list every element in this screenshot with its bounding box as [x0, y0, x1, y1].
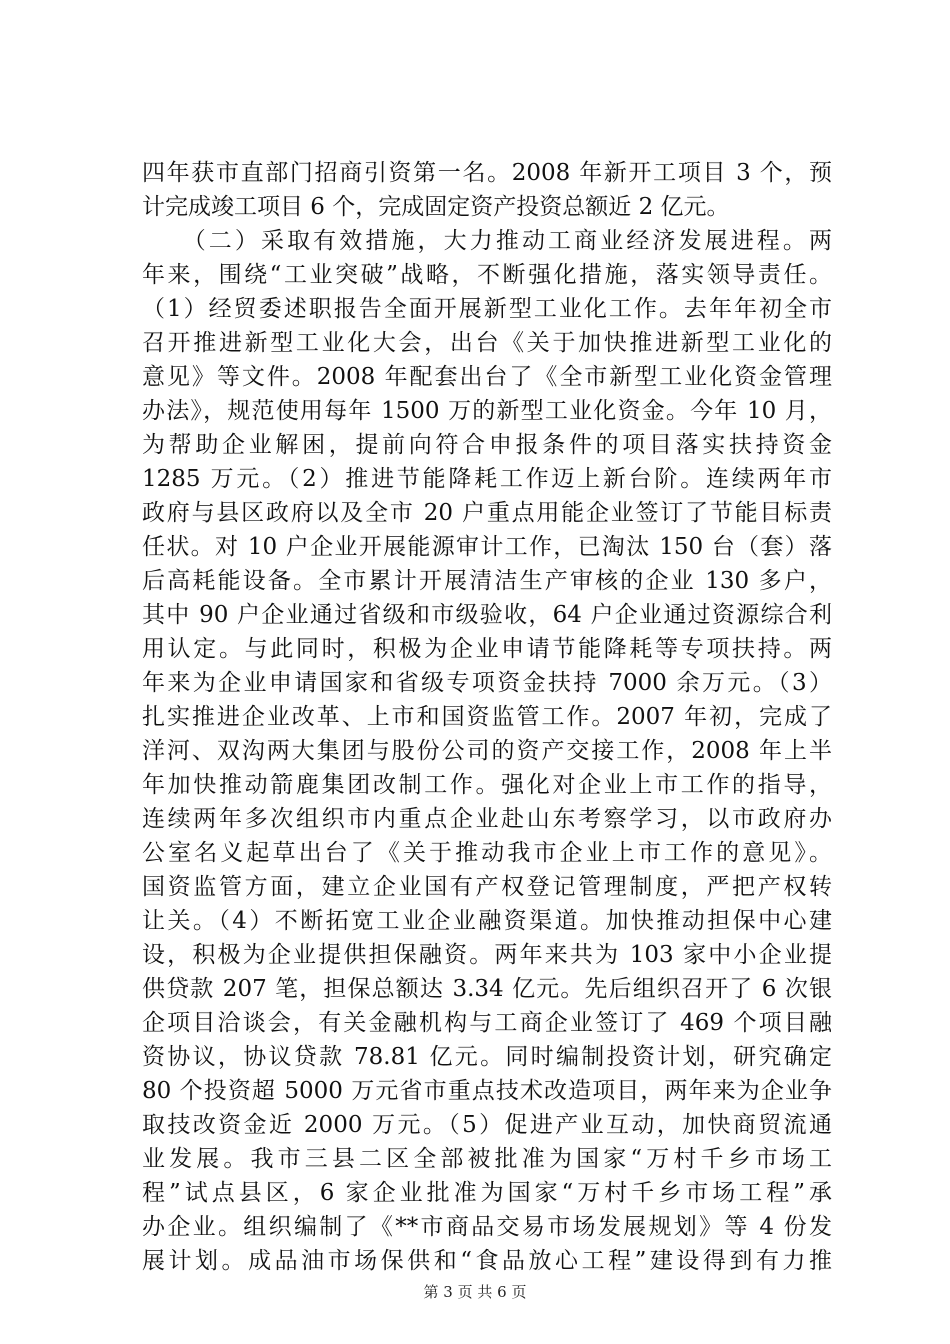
text-line: 办法》，规范使用每年 1500 万的新型工业化资金。今年 10 月， [142, 398, 832, 424]
text-line: 设，积极为企业提供担保融资。两年来共为 103 家中小企业提 [142, 942, 832, 968]
text-line: 业发展。我市三县二区全部被批准为国家“万村千乡市场工 [142, 1146, 832, 1172]
text-line: 计完成竣工项目 6 个，完成固定资产投资总额近 2 亿元。 [142, 194, 730, 220]
text-line: 意见》等文件。2008 年配套出台了《全市新型工业化资金管理 [142, 364, 832, 390]
page-footer: 第 3 页 共 6 页 [423, 1283, 527, 1301]
text-line: 80 个投资超 5000 万元省市重点技术改造项目，两年来为企业争 [142, 1078, 832, 1104]
text-line: 任状。对 10 户企业开展能源审计工作，已淘汰 150 台（套）落 [142, 534, 832, 560]
text-line: 公室名义起草出台了《关于推动我市企业上市工作的意见》。 [142, 840, 832, 866]
text-line: 用认定。与此同时，积极为企业申请节能降耗等专项扶持。两 [142, 636, 832, 662]
text-line: （二）采取有效措施，大力推动工商业经济发展进程。两 [142, 228, 832, 254]
text-line: 年加快推动箭鹿集团改制工作。强化对企业上市工作的指导， [142, 772, 832, 798]
text-line: 后高耗能设备。全市累计开展清洁生产审核的企业 130 多户， [142, 568, 832, 594]
text-line: 取技改资金近 2000 万元。（5）促进产业互动，加快商贸流通 [142, 1112, 832, 1138]
text-line: 年来，围绕“工业突破”战略，不断强化措施，落实领导责任。 [142, 262, 832, 288]
text-line: 政府与县区政府以及全市 20 户重点用能企业签订了节能目标责 [142, 500, 832, 526]
text-line: （1）经贸委述职报告全面开展新型工业化工作。去年年初全市 [142, 296, 832, 322]
text-line: 其中 90 户企业通过省级和市级验收，64 户企业通过资源综合利 [142, 602, 832, 628]
text-line: 企项目洽谈会，有关金融机构与工商企业签订了 469 个项目融 [142, 1010, 832, 1036]
text-line: 年来为企业申请国家和省级专项资金扶持 7000 余万元。（3） [142, 670, 832, 696]
text-line: 为帮助企业解困，提前向符合申报条件的项目落实扶持资金 [142, 432, 832, 458]
text-line: 展计划。成品油市场保供和“食品放心工程”建设得到有力推 [142, 1248, 832, 1274]
text-line: 1285 万元。（2）推进节能降耗工作迈上新台阶。连续两年市 [142, 466, 832, 492]
text-line: 洋河、双沟两大集团与股份公司的资产交接工作，2008 年上半 [142, 738, 832, 764]
text-line: 让关。（4）不断拓宽工业企业融资渠道。加快推动担保中心建 [142, 908, 832, 934]
text-line: 程”试点县区，6 家企业批准为国家“万村千乡市场工程”承 [142, 1180, 832, 1206]
text-line: 国资监管方面，建立企业国有产权登记管理制度，严把产权转 [142, 874, 832, 900]
text-line: 召开推进新型工业化大会，出台《关于加快推进新型工业化的 [142, 330, 832, 356]
text-line: 资协议，协议贷款 78.81 亿元。同时编制投资计划，研究确定 [142, 1044, 832, 1070]
body-text [142, 156, 832, 1278]
text-line: 供贷款 207 笔，担保总额达 3.34 亿元。先后组织召开了 6 次银 [142, 976, 832, 1002]
text-line: 四年获市直部门招商引资第一名。2008 年新开工项目 3 个，预 [142, 160, 832, 186]
text-line: 办企业。组织编制了《**市商品交易市场发展规划》等 4 份发 [142, 1214, 832, 1240]
text-line: 扎实推进企业改革、上市和国资监管工作。2007 年初，完成了 [142, 704, 832, 730]
text-line: 连续两年多次组织市内重点企业赴山东考察学习，以市政府办 [142, 806, 832, 832]
